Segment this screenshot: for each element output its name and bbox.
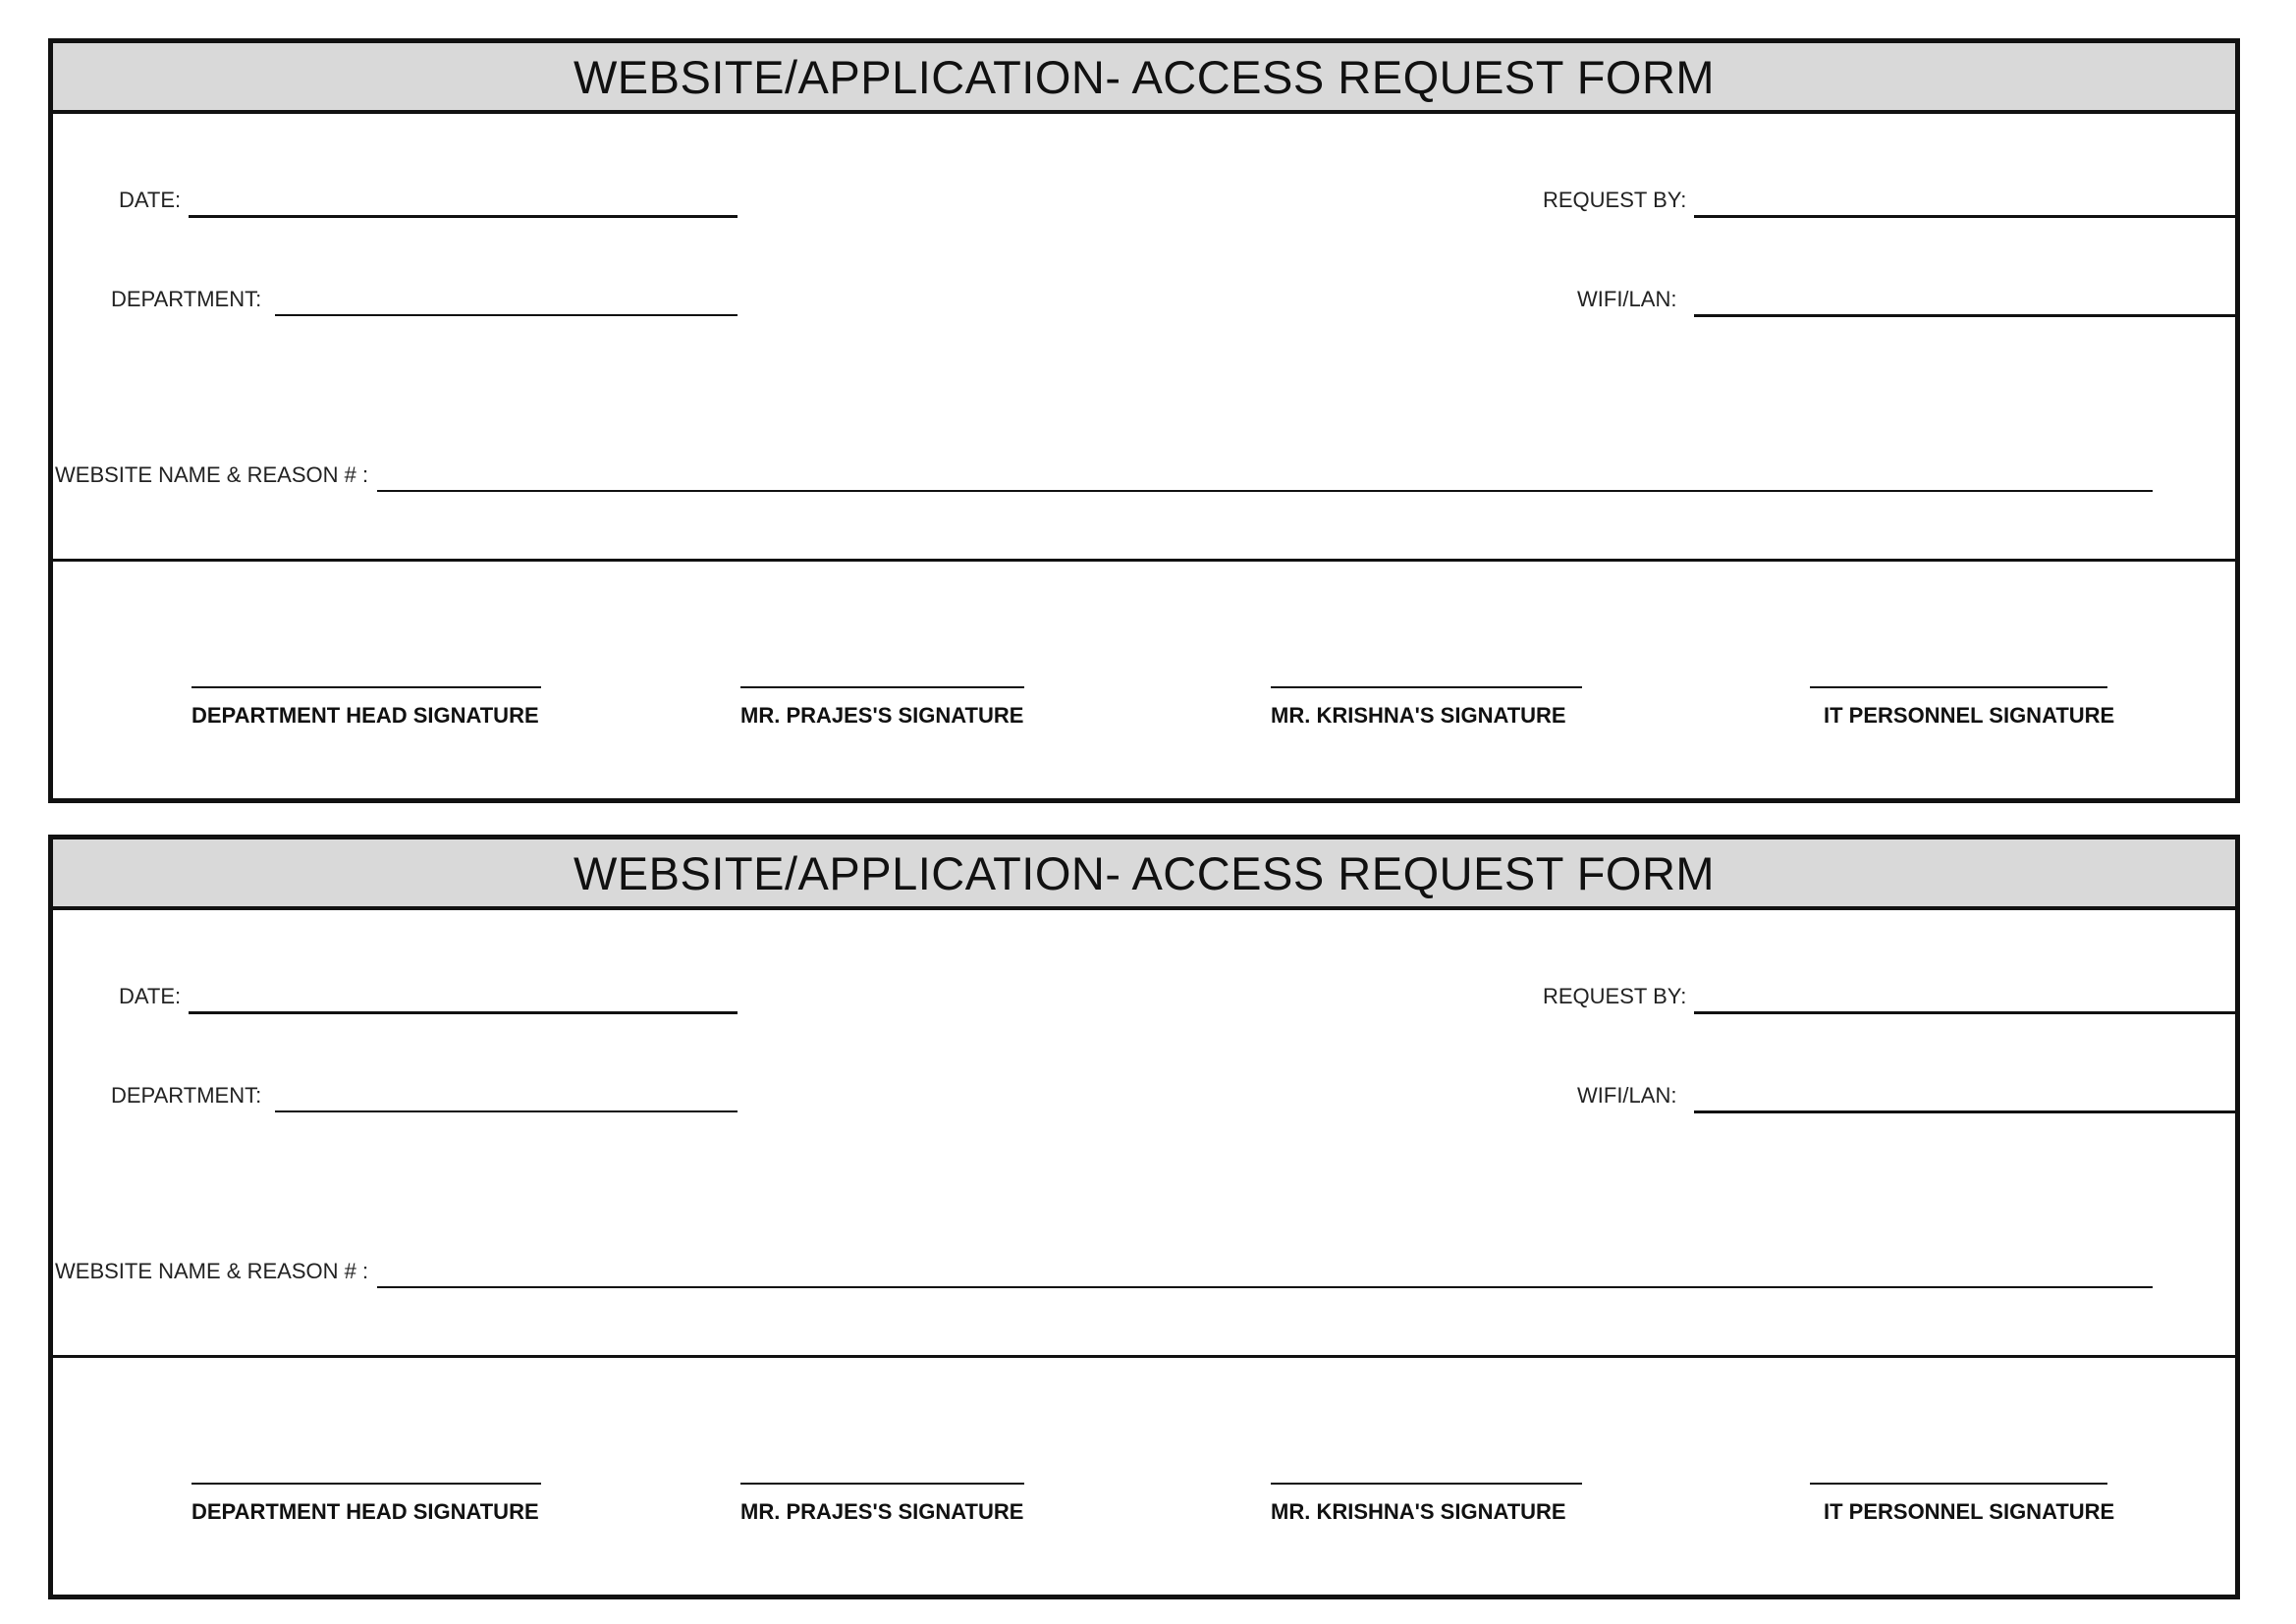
request-by-field[interactable] xyxy=(1526,984,2240,1023)
website-reason-field[interactable] xyxy=(53,462,2214,502)
signature-line xyxy=(1810,686,2107,688)
signature-line xyxy=(1271,686,1582,688)
signature-label: DEPARTMENT HEAD SIGNATURE xyxy=(191,1499,539,1524)
date-field[interactable] xyxy=(53,188,760,227)
department-label: DEPARTMENT: xyxy=(111,1083,262,1108)
signature-label: IT PERSONNEL SIGNATURE xyxy=(1824,1499,2115,1524)
signature-line xyxy=(1810,1483,2107,1485)
date-label: DATE: xyxy=(119,188,182,212)
request-by-label: REQUEST BY: xyxy=(1543,188,1687,212)
section-divider xyxy=(53,559,2235,562)
form-title: WEBSITE/APPLICATION- ACCESS REQUEST FORM xyxy=(573,50,1716,103)
website-reason-label: WEBSITE NAME & REASON # : xyxy=(55,1259,369,1283)
signature-line xyxy=(740,1483,1024,1485)
it-personnel-signature[interactable] xyxy=(1810,1483,2124,1532)
signature-label: DEPARTMENT HEAD SIGNATURE xyxy=(191,703,539,728)
date-input-line[interactable] xyxy=(189,1011,738,1014)
signature-label: MR. KRISHNA'S SIGNATURE xyxy=(1271,1499,1566,1524)
signature-line xyxy=(740,686,1024,688)
department-head-signature[interactable] xyxy=(191,1483,584,1532)
access-request-form-2 xyxy=(48,835,2240,1599)
form-header xyxy=(53,839,2235,910)
department-input-line[interactable] xyxy=(275,314,738,316)
wifi-lan-label: WIFI/LAN: xyxy=(1577,287,1677,311)
signature-label: MR. PRAJES'S SIGNATURE xyxy=(740,703,1024,728)
date-label: DATE: xyxy=(119,984,182,1008)
request-by-label: REQUEST BY: xyxy=(1543,984,1687,1008)
department-label: DEPARTMENT: xyxy=(111,287,262,311)
request-by-field[interactable] xyxy=(1526,188,2240,227)
wifi-lan-input-line[interactable] xyxy=(1694,1110,2240,1113)
signature-line xyxy=(1271,1483,1582,1485)
date-field[interactable] xyxy=(53,984,760,1023)
website-reason-field[interactable] xyxy=(53,1259,2214,1298)
form-title: WEBSITE/APPLICATION- ACCESS REQUEST FORM xyxy=(573,846,1716,899)
website-reason-input-line[interactable] xyxy=(377,1286,2153,1288)
prajes-signature[interactable] xyxy=(740,686,1035,735)
access-request-form-1 xyxy=(48,38,2240,803)
signature-line xyxy=(191,1483,541,1485)
it-personnel-signature[interactable] xyxy=(1810,686,2124,735)
signature-line xyxy=(191,686,541,688)
wifi-lan-field[interactable] xyxy=(1526,1083,2240,1122)
wifi-lan-label: WIFI/LAN: xyxy=(1577,1083,1677,1108)
signature-label: IT PERSONNEL SIGNATURE xyxy=(1824,703,2115,728)
website-reason-label: WEBSITE NAME & REASON # : xyxy=(55,462,369,487)
wifi-lan-field[interactable] xyxy=(1526,287,2240,326)
department-head-signature[interactable] xyxy=(191,686,584,735)
krishna-signature[interactable] xyxy=(1271,686,1595,735)
department-input-line[interactable] xyxy=(275,1110,738,1112)
date-input-line[interactable] xyxy=(189,215,738,218)
krishna-signature[interactable] xyxy=(1271,1483,1595,1532)
request-by-input-line[interactable] xyxy=(1694,1011,2240,1014)
signature-label: MR. KRISHNA'S SIGNATURE xyxy=(1271,703,1566,728)
department-field[interactable] xyxy=(53,287,760,326)
prajes-signature[interactable] xyxy=(740,1483,1035,1532)
form-header xyxy=(53,43,2235,114)
website-reason-input-line[interactable] xyxy=(377,490,2153,492)
signature-label: MR. PRAJES'S SIGNATURE xyxy=(740,1499,1024,1524)
section-divider xyxy=(53,1355,2235,1358)
request-by-input-line[interactable] xyxy=(1694,215,2240,218)
wifi-lan-input-line[interactable] xyxy=(1694,314,2240,317)
department-field[interactable] xyxy=(53,1083,760,1122)
